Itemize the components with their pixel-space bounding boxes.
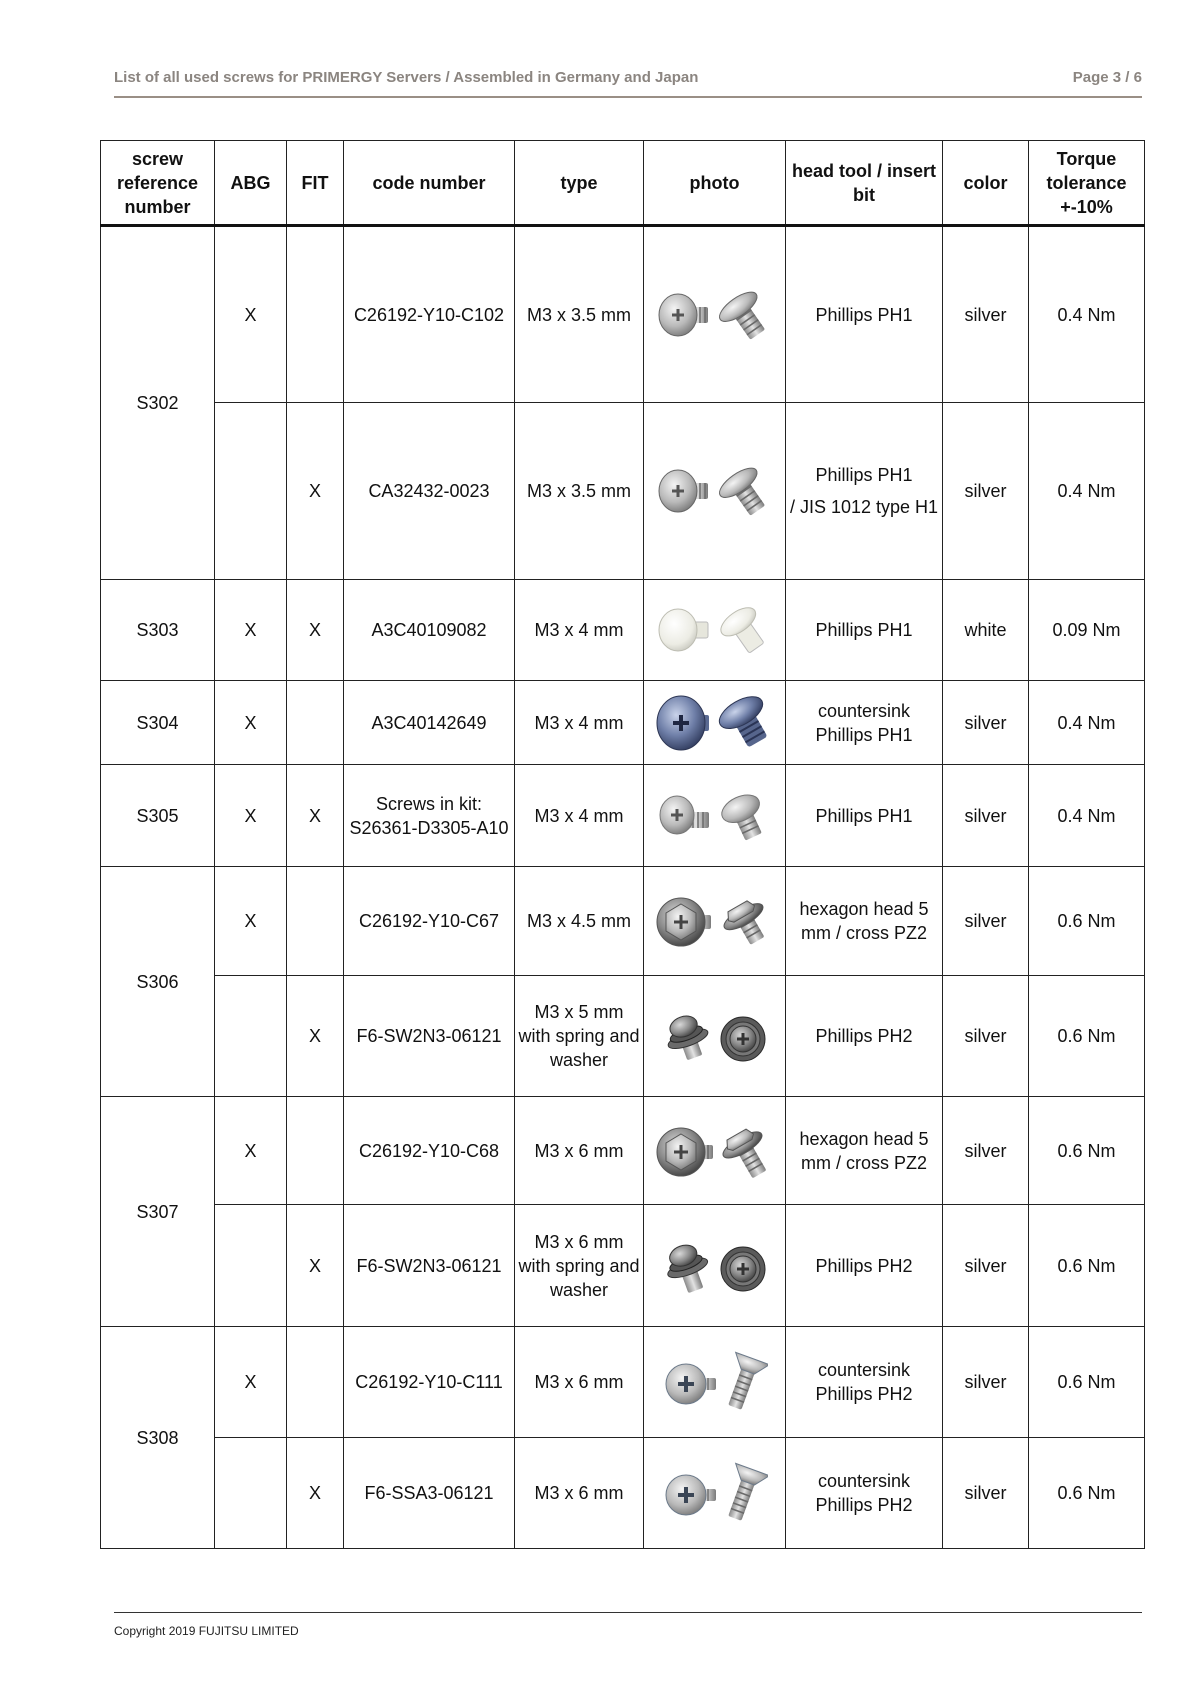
table-header-row [101,141,1145,226]
color-cell: silver [943,1327,1029,1438]
silver-pan-head-screw-pair-image [647,285,782,345]
abg-cell: X [215,580,287,681]
photo-cell [644,681,786,765]
photo-cell [644,1097,786,1205]
torque-cell: 0.4 Nm [1029,403,1145,580]
copyright-notice: Copyright 2019 FUJITSU LIMITED [114,1624,299,1638]
color-cell: silver [943,867,1029,976]
head-tool-line-2: / JIS 1012 type H1 [789,497,939,517]
hex-flange-screw-pair-image [647,891,782,951]
screw-reference-cell: S308 [101,1327,215,1549]
flat-countersink-screw-pair-image [647,1349,782,1415]
code-number-cell: A3C40142649 [344,681,515,765]
fit-cell [287,226,344,403]
abg-cell: X [215,1097,287,1205]
torque-cell: 0.4 Nm [1029,681,1145,765]
column-header-abg: ABG [215,141,287,226]
type-cell: M3 x 4.5 mm [515,867,644,976]
head-tool-cell: Phillips PH1 [786,765,943,867]
fit-cell [287,1097,344,1205]
table-row [101,867,1145,976]
abg-cell [215,403,287,580]
fit-cell: X [287,765,344,867]
photo-cell [644,226,786,403]
head-tool-cell [786,403,943,580]
type-cell: M3 x 4 mm [515,580,644,681]
color-cell: silver [943,765,1029,867]
screw-reference-cell: S306 [101,867,215,1097]
color-cell: white [943,580,1029,681]
table-row [101,1438,1145,1549]
head-tool-cell: countersink Phillips PH2 [786,1327,943,1438]
photo-cell [644,976,786,1097]
abg-cell: X [215,1327,287,1438]
color-cell: silver [943,1205,1029,1327]
abg-cell [215,1205,287,1327]
column-header-fit: FIT [287,141,344,226]
fit-cell: X [287,403,344,580]
table-row [101,1327,1145,1438]
table-row [101,1205,1145,1327]
screw-reference-cell: S303 [101,580,215,681]
table-row [101,580,1145,681]
silver-pan-head-screw-pair-image [647,787,782,845]
photo-cell [644,580,786,681]
photo-cell [644,867,786,976]
screw-reference-cell: S304 [101,681,215,765]
page-number: Page 3 / 6 [1072,69,1142,86]
torque-cell: 0.6 Nm [1029,1438,1145,1549]
table-row [101,976,1145,1097]
code-number-cell: C26192-Y10-C111 [344,1327,515,1438]
screw-reference-cell: S307 [101,1097,215,1327]
type-cell: M3 x 3.5 mm [515,403,644,580]
abg-cell: X [215,681,287,765]
color-cell: silver [943,976,1029,1097]
code-number-cell: F6-SSA3-06121 [344,1438,515,1549]
type-cell: M3 x 6 mm with spring and washer [515,1205,644,1327]
code-number-cell: F6-SW2N3-06121 [344,1205,515,1327]
head-tool-line-1: Phillips PH1 [815,465,913,485]
table-row [101,681,1145,765]
page-header [114,66,1142,98]
torque-cell: 0.6 Nm [1029,1097,1145,1205]
flat-countersink-screw-pair-image [647,1460,782,1526]
fit-cell [287,681,344,765]
column-header-code: code number [344,141,515,226]
torque-cell: 0.09 Nm [1029,580,1145,681]
white-nylon-screw-pair-image [647,600,782,660]
column-header-torque: Torque tolerance +-10% [1029,141,1145,226]
photo-cell [644,1327,786,1438]
screw-table [100,140,1145,1549]
head-tool-cell: hexagon head 5 mm / cross PZ2 [786,867,943,976]
code-number-cell: C26192-Y10-C68 [344,1097,515,1205]
color-cell: silver [943,226,1029,403]
screw-reference-cell: S302 [101,226,215,580]
torque-cell: 0.4 Nm [1029,226,1145,403]
table-row [101,1097,1145,1205]
abg-cell: X [215,226,287,403]
silver-pan-head-screw-pair-image [647,461,782,521]
head-tool-cell: Phillips PH1 [786,226,943,403]
head-tool-cell: Phillips PH2 [786,1205,943,1327]
screw-reference-cell: S305 [101,765,215,867]
sems-washer-screw-pair-image [647,1009,782,1063]
photo-cell [644,403,786,580]
fit-cell: X [287,580,344,681]
color-cell: silver [943,681,1029,765]
head-tool-cell: countersink Phillips PH2 [786,1438,943,1549]
torque-cell: 0.6 Nm [1029,1205,1145,1327]
column-header-color: color [943,141,1029,226]
code-number-cell: C26192-Y10-C67 [344,867,515,976]
torque-cell: 0.6 Nm [1029,976,1145,1097]
column-header-photo: photo [644,141,786,226]
footer-divider [114,1612,1142,1613]
code-number-cell: F6-SW2N3-06121 [344,976,515,1097]
photo-cell [644,1438,786,1549]
torque-cell: 0.6 Nm [1029,1327,1145,1438]
hex-flange-screw-pair-image [647,1120,782,1182]
table-row [101,226,1145,403]
type-cell: M3 x 6 mm [515,1097,644,1205]
torque-cell: 0.6 Nm [1029,867,1145,976]
head-tool-cell: Phillips PH1 [786,580,943,681]
type-cell: M3 x 4 mm [515,765,644,867]
head-tool-cell: hexagon head 5 mm / cross PZ2 [786,1097,943,1205]
torque-cell: 0.4 Nm [1029,765,1145,867]
head-tool-cell: Phillips PH2 [786,976,943,1097]
photo-cell [644,765,786,867]
abg-cell [215,1438,287,1549]
type-cell: M3 x 3.5 mm [515,226,644,403]
code-number-cell: A3C40109082 [344,580,515,681]
sems-washer-screw-pair-image [647,1238,782,1294]
photo-cell [644,1205,786,1327]
table-row [101,403,1145,580]
code-number-cell: Screws in kit: S26361-D3305-A10 [344,765,515,867]
column-header-type: type [515,141,644,226]
fit-cell: X [287,1205,344,1327]
color-cell: silver [943,1438,1029,1549]
type-cell: M3 x 6 mm [515,1438,644,1549]
column-header-head-tool: head tool / insert bit [786,141,943,226]
color-cell: silver [943,403,1029,580]
color-cell: silver [943,1097,1029,1205]
column-header-reference: screw reference number [101,141,215,226]
code-number-cell: CA32432-0023 [344,403,515,580]
type-cell: M3 x 4 mm [515,681,644,765]
fit-cell [287,1327,344,1438]
abg-cell [215,976,287,1097]
type-cell: M3 x 6 mm [515,1327,644,1438]
fit-cell: X [287,976,344,1097]
blue-countersink-screw-pair-image [647,692,782,754]
abg-cell: X [215,765,287,867]
head-tool-cell: countersink Phillips PH1 [786,681,943,765]
fit-cell: X [287,1438,344,1549]
code-number-cell: C26192-Y10-C102 [344,226,515,403]
type-cell: M3 x 5 mm with spring and washer [515,976,644,1097]
table-row [101,765,1145,867]
abg-cell: X [215,867,287,976]
fit-cell [287,867,344,976]
document-title: List of all used screws for PRIMERGY Servers / Assembled in Germany and Japan [114,69,699,86]
